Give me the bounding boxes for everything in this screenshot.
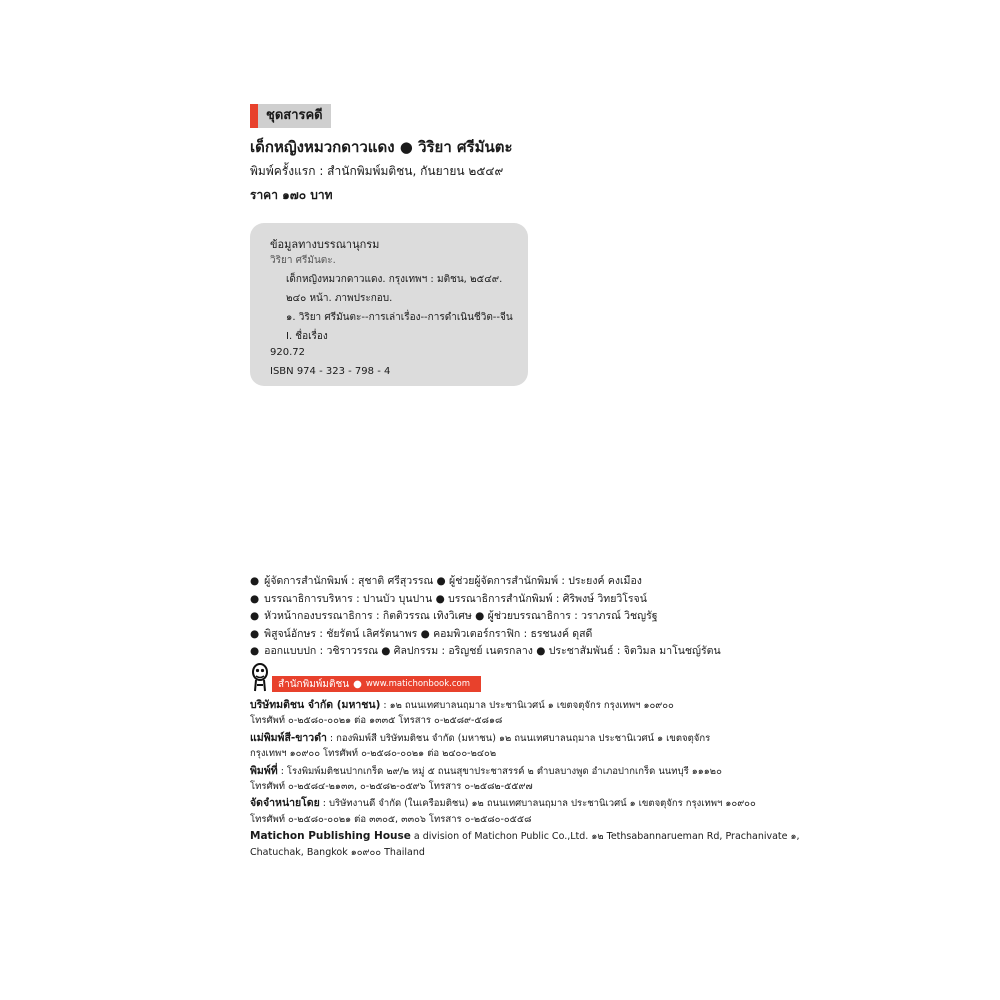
english-publisher-name: Matichon Publishing House: [250, 830, 411, 843]
color-sep-label: แม่พิมพ์สี-ขาวดำ: [250, 731, 327, 744]
staff-credits: [250, 573, 721, 661]
cataloging-data-box: [250, 223, 528, 386]
cip-title-entry: I. ชื่อเรื่อง: [286, 331, 328, 342]
cip-subject-line: ๑. วิริยา ศรีมันตะ--การเล่าเรื่อง--การดำเนินชีวิต--จีน: [286, 312, 513, 323]
distributor-label: จัดจำหน่ายโดย: [250, 797, 320, 810]
staff-row: [250, 591, 721, 609]
cip-title-line: เด็กหญิงหมวกดาวแดง. กรุงเทพฯ : มติชน, ๒๕๔๙.: [286, 274, 503, 285]
publisher-banner: [272, 676, 481, 692]
staff-text: ออกแบบปก : วชิราวรรณ ● ศิลปกรรม : อริญชย์ เนตรกลาง ● ประชาสัมพันธ์ : จิตวิมล มาโนชญ์รัตน: [264, 645, 721, 657]
staff-text: ผู้จัดการสำนักพิมพ์ : สุชาติ ศรีสุวรรณ ● ผู้ช่วยผู้จัดการสำนักพิมพ์ : ประยงค์ คงเมือง: [264, 575, 642, 587]
cip-class-number: 920.72: [270, 347, 305, 358]
staff-text: บรรณาธิการบริหาร : ปานบัว บุนปาน ● บรรณาธิการสำนักพิมพ์ : ศิริพงษ์ วิทยวิโรจน์: [264, 592, 647, 605]
book-title: เด็กหญิงหมวกดาวแดง ● วิริยา ศรีมันตะ: [250, 138, 513, 156]
staff-text: พิสูจน์อักษร : ชัยรัตน์ เลิศรัตนาพร ● คอมพิวเตอร์กราฟิก : ธรชนงค์ ดุสดี: [264, 627, 593, 640]
publisher-logo-icon: [250, 663, 270, 693]
staff-row: [250, 643, 721, 661]
publisher-name: สำนักพิมพ์มติชน: [278, 678, 350, 690]
staff-text: หัวหน้ากองบรรณาธิการ : กิตติวรรณ เทิงวิเศษ ● ผู้ช่วยบรรณาธิการ : วราภรณ์ วิชญรัฐ: [264, 610, 658, 622]
company-address: : ๑๒ ถนนเทศบาลนฤมาล ประชานิเวศน์ ๑ เขตจตุจักร กรุงเทพฯ ๑๐๙๐๐: [380, 700, 674, 711]
series-label: ชุดสารคดี: [258, 104, 331, 128]
english-text: a division of Matichon Public Co.,Ltd. ๑๒ Tethsabannarueman Rd, Prachanivate ๑,: [410, 831, 800, 843]
english-text-2: Chatuchak, Bangkok ๑๐๙๐๐ Thailand: [250, 846, 425, 858]
company-line: [250, 697, 760, 713]
series-tag: [250, 104, 331, 128]
printer-label: พิมพ์ที่: [250, 764, 278, 777]
first-print-info: พิมพ์ครั้งแรก : สำนักพิมพ์มติชน, กันยายน ๒๕๔๙: [250, 164, 504, 178]
staff-row: [250, 573, 721, 591]
cip-heading: ข้อมูลทางบรรณานุกรม: [270, 238, 380, 251]
cip-pages-line: ๒๔๐ หน้า. ภาพประกอบ.: [286, 293, 393, 304]
color-sep-text-2: กรุงเทพฯ ๑๐๙๐๐ โทรศัพท์ ๐-๒๕๘๐-๐๐๒๑ ต่อ ๒๔๐๐-๒๔๐๒: [250, 748, 497, 760]
company-name: บริษัทมติชน จำกัด (มหาชน): [250, 699, 381, 711]
cip-author: วิริยา ศรีมันตะ.: [270, 255, 336, 266]
distributor-line: [250, 795, 760, 811]
distributor-text-2: โทรศัพท์ ๐-๒๕๘๐-๐๐๒๑ ต่อ ๓๓๐๕, ๓๓๐๖ โทรสาร ๐-๒๕๘๐-๐๕๕๘: [250, 813, 532, 825]
bullet-icon: ●: [250, 645, 260, 657]
banner-separator: ●: [353, 678, 362, 690]
printer-text: : โรงพิมพ์มติชนปากเกร็ด ๒๙/๒ หมู่ ๕ ถนนสุขาประชาสรรค์ ๒ ตำบลบางพูด อำเภอปากเกร็ด นนทบุรี ๑๑๑๒๐: [277, 765, 722, 777]
publisher-addresses: [250, 697, 800, 861]
staff-row: [250, 608, 721, 626]
company-phone: โทรศัพท์ ๐-๒๕๘๐-๐๐๒๑ ต่อ ๑๓๓๕ โทรสาร ๐-๒๕๘๙-๕๘๑๘: [250, 715, 503, 727]
printer-text-2: โทรศัพท์ ๐-๒๕๘๔-๒๑๓๓, ๐-๒๕๘๒-๐๕๙๖ โทรสาร ๐-๒๕๘๒-๕๕๙๗: [250, 780, 533, 792]
bullet-icon: ●: [250, 610, 260, 622]
bullet-icon: ●: [250, 575, 260, 587]
publisher-website-link[interactable]: www.matichonbook.com: [365, 679, 471, 689]
series-accent-bar: [250, 104, 258, 128]
color-sep-text: : กองพิมพ์สี บริษัทมติชน จำกัด (มหาชน) ๑๒ ถนนเทศบาลนฤมาล ประชานิเวศน์ ๑ เขตจตุจักร: [326, 732, 711, 744]
color-sep-line: [250, 730, 760, 746]
distributor-text: : บริษัทงานดี จำกัด (ในเครือมติชน) ๑๒ ถนนเทศบาลนฤมาล ประชานิเวศน์ ๑ เขตจตุจักร กรุงเทพฯ ๑๐๙๐๐: [319, 798, 756, 810]
english-line: [250, 828, 800, 844]
bullet-icon: ●: [250, 627, 260, 640]
cip-isbn: ISBN 974 - 323 - 798 - 4: [270, 366, 391, 377]
staff-row: [250, 626, 721, 644]
price: ราคา ๑๗๐ บาท: [250, 188, 333, 202]
bullet-icon: ●: [250, 592, 260, 605]
printer-line: [250, 763, 760, 779]
